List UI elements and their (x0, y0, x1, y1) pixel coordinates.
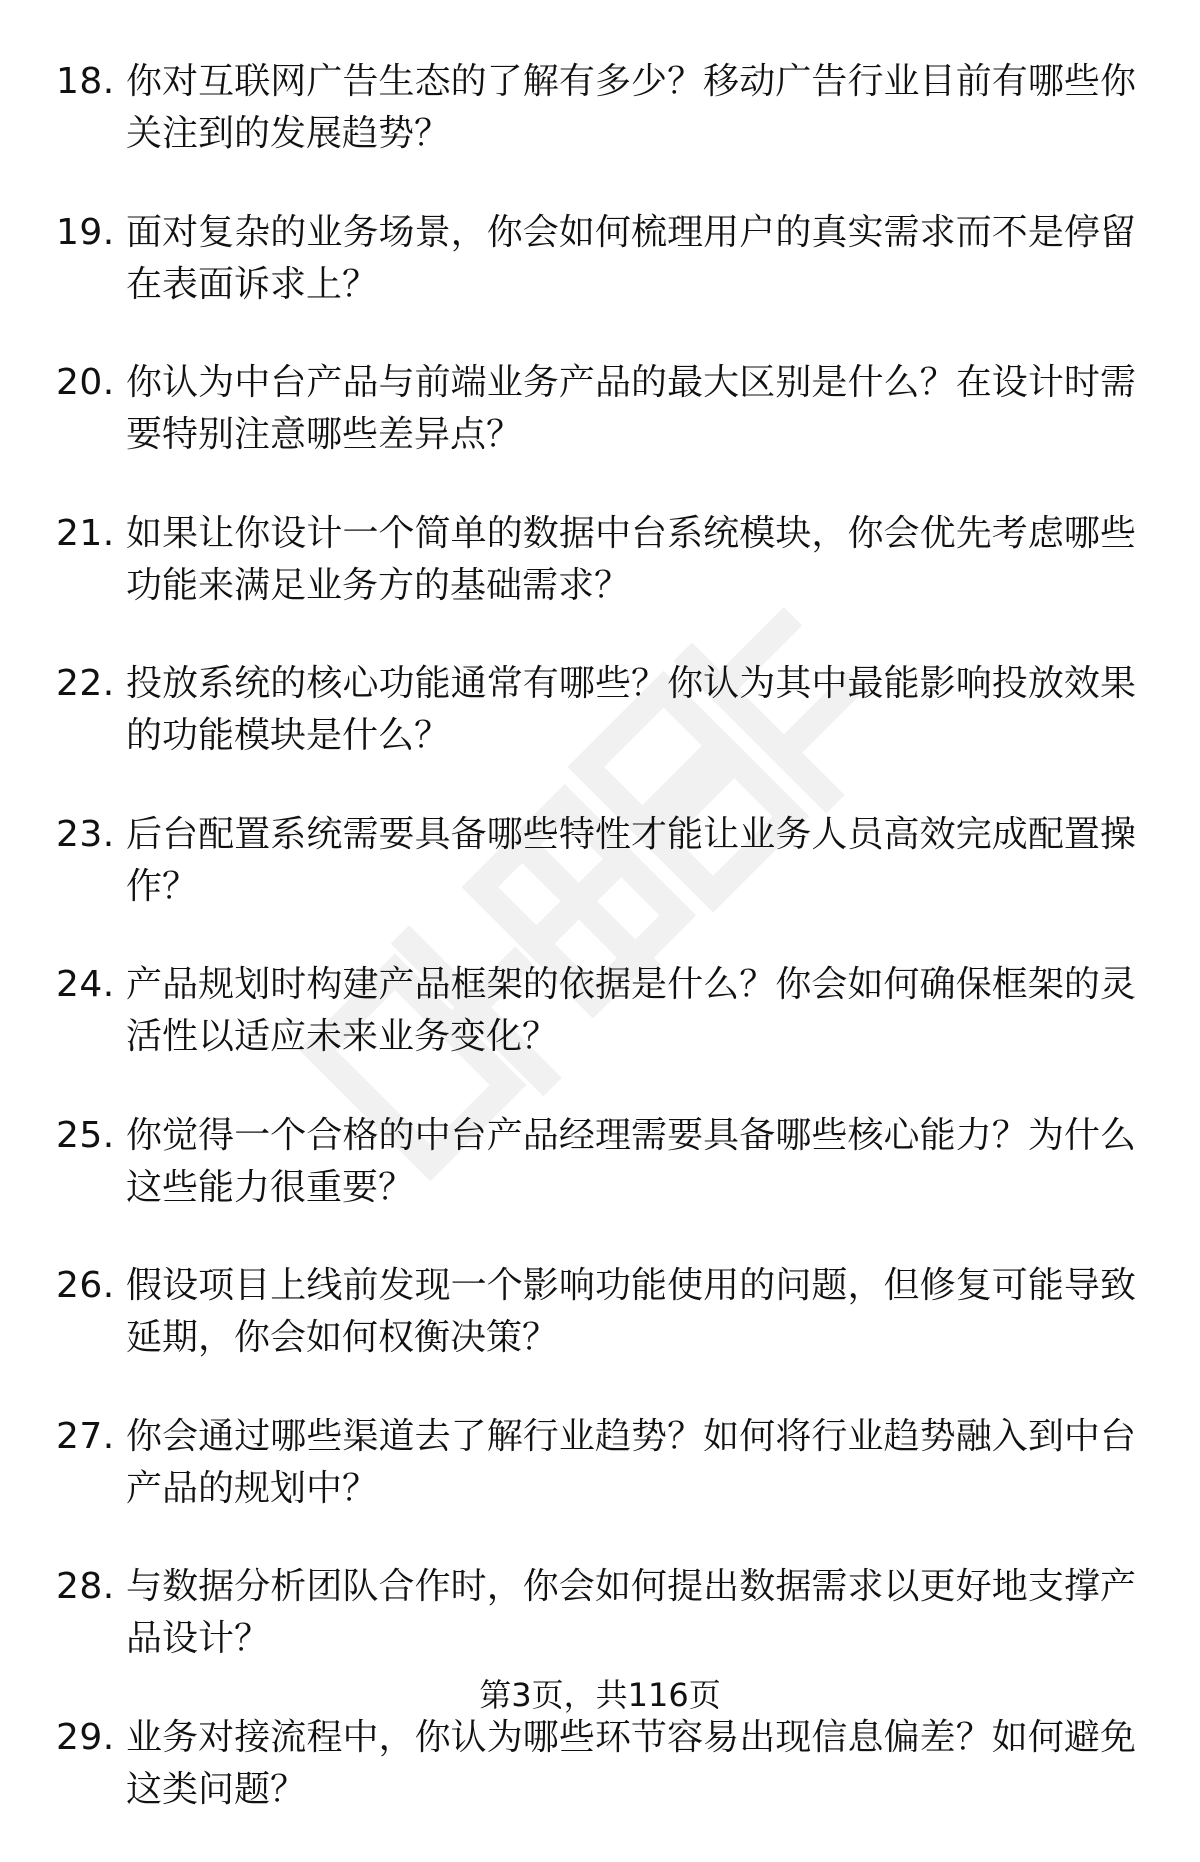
question-item (56, 56, 1136, 160)
question-text: 面对复杂的业务场景，你会如何梳理用户的真实需求而不是停留在表面诉求上？ (126, 211, 1136, 305)
question-text: 你觉得一个合格的中台产品经理需要具备哪些核心能力？为什么这些能力很重要？ (126, 1114, 1136, 1208)
question-number: 20. (56, 362, 115, 403)
question-number: 28. (56, 1566, 115, 1607)
question-text: 如果让你设计一个简单的数据中台系统模块，你会优先考虑哪些功能来满足业务方的基础需求？ (126, 512, 1136, 606)
question-item (56, 357, 1136, 461)
question-text: 产品规划时构建产品框架的依据是什么？你会如何确保框架的灵活性以适应未来业务变化？ (126, 964, 1136, 1057)
question-item (56, 809, 1136, 913)
question-number: 18. (56, 61, 115, 102)
question-text: 你会通过哪些渠道去了解行业趋势？如何将行业趋势融入到中台产品的规划中？ (126, 1415, 1136, 1509)
question-item (56, 1411, 1136, 1515)
question-text: 你认为中台产品与前端业务产品的最大区别是什么？在设计时需要特别注意哪些差异点？ (126, 362, 1136, 455)
question-text: 业务对接流程中，你认为哪些环节容易出现信息偏差？如何避免这类问题？ (126, 1716, 1136, 1810)
question-number: 26. (56, 1265, 115, 1306)
question-list (56, 56, 1136, 1862)
question-number: 23. (56, 813, 115, 855)
question-number: 24. (56, 964, 115, 1005)
question-text: 你对互联网广告生态的了解有多少？移动广告行业目前有哪些你关注到的发展趋势？ (126, 61, 1136, 154)
page-footer: 第3页，共116页 (479, 1676, 721, 1714)
question-item (56, 508, 1136, 612)
question-item (56, 658, 1136, 762)
question-number: 27. (56, 1415, 115, 1457)
question-text: 假设项目上线前发现一个影响功能使用的问题，但修复可能导致延期，你会如何权衡决策？ (126, 1265, 1136, 1358)
question-number: 21. (56, 512, 115, 554)
question-item (56, 959, 1136, 1063)
question-item (56, 1561, 1136, 1665)
question-number: 19. (56, 211, 115, 253)
question-text: 与数据分析团队合作时，你会如何提出数据需求以更好地支撑产品设计？ (126, 1566, 1136, 1659)
question-number: 29. (56, 1716, 115, 1758)
question-number: 25. (56, 1114, 115, 1156)
question-item (56, 1712, 1136, 1816)
question-text: 后台配置系统需要具备哪些特性才能让业务人员高效完成配置操作？ (126, 813, 1136, 907)
question-item (56, 1110, 1136, 1214)
question-item (56, 1260, 1136, 1364)
question-item (56, 207, 1136, 311)
question-number: 22. (56, 663, 115, 704)
question-text: 投放系统的核心功能通常有哪些？你认为其中最能影响投放效果的功能模块是什么？ (126, 663, 1136, 756)
